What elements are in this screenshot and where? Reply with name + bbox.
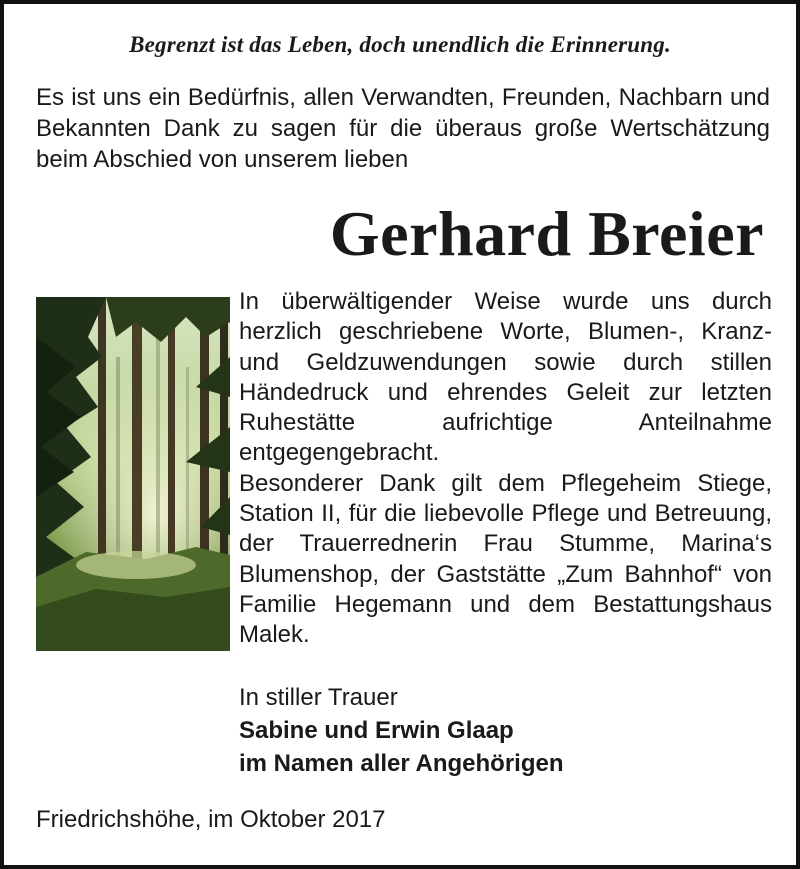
thanks-paragraph-1: In überwältigender Weise wurde uns durch herzlich geschriebene Worte, Blumen-, Kranz- und Geldzuwendungen sowie durch stillen Händedruck und ehrendes Geleit zur letzten Ruhestätte aufrichtige Anteilnahme entgegengebracht. xyxy=(239,288,772,467)
deceased-name: Gerhard Breier xyxy=(329,198,764,269)
thanks-paragraph-2: Besonderer Dank gilt dem Pflegeheim Stiege, Station II, für die liebevolle Pflege und Betreuung, der Trauerrednerin Frau Stumme, Marina‘s Blumenshop, der Gaststätte „Zum Bahnhof“ von Familie Hegemann und dem Bestattungshaus Malek. xyxy=(239,469,772,649)
thanks-body xyxy=(239,287,772,651)
mourning-label: In stiller Trauer xyxy=(239,684,398,711)
motto: Begrenzt ist das Leben, doch unendlich die Erinnerung. xyxy=(129,32,671,57)
forest-photo xyxy=(36,297,230,651)
mourning-signature xyxy=(239,681,759,780)
intro-text: Es ist uns ein Bedürfnis, allen Verwandten, Freunden, Nachbarn und Bekannten Dank zu sagen für die überaus große Wertschätzung beim Abschied von unserem lieben xyxy=(36,84,770,173)
mourner-names: Sabine und Erwin Glaap xyxy=(239,717,514,744)
place-date: Friedrichshöhe, im Oktober 2017 xyxy=(36,806,386,833)
mourner-family: im Namen aller Angehörigen xyxy=(239,750,564,777)
